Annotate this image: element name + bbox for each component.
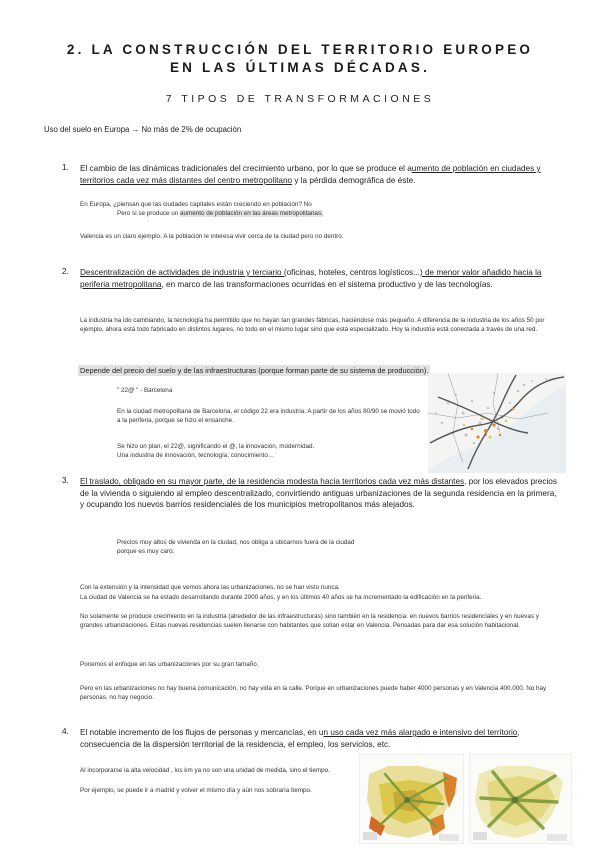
item-2-text-underlined-2: ) de menor valor añadido hacia la periferia metropolitana [80,268,542,289]
item-4-text-b: , consecuencia de la dispersión territorial de la residencia, el empleo, los servicios, etc. [80,728,520,749]
page-title-line-2: EN LAS ÚLTIMAS DÉCADAS. [169,60,431,75]
item-2-text-underlined-1: Descentralización de actividades de industria y terciario ( [80,268,287,277]
item-3-note-2: La ciudad de Valencia se ha estado desarrollando durante 2000 años, y en los últimos 40 años se ha incrementado la edificación en la periferia. [80,594,482,601]
barcelona-metropolitan-map [428,373,566,473]
item-4-text-a: El notable incremento de los flujos de personas y mercancías, en u [80,728,324,737]
item-3-text-b: , por los elevados precios de la vivienda o siguiendo al empleo descentralizado, convirtiendo antiguas urbanizaciones de la segunda residencia en la primera, y ocupando los nuevos barrios residenciales de los municipios metropolitanos más alejados. [80,477,557,509]
item-4-note-2: Por ejemplo, se puede ir a madrid y volver el mismo día y aún nos sobraría tiempo. [80,787,312,794]
item-2-text [80,267,560,290]
item-3-note-1: Con la extensión y la intensidad que vemos ahora las urbanizaciones, no se han visto nunca. [80,584,340,591]
item-1-text-b: y la pérdida demográfica de éste. [292,175,416,185]
item-1-note-2-a: Pero si se produce un [117,210,181,217]
item-3-note-4: Ponemos el enfoque en las urbanizaciones por su gran tamaño. [80,661,259,668]
item-2-highlight-text: Depende del precio del suelo y de las infraestructuras (porque forman parte de su sistema de producción). [80,366,429,375]
item-4-note-1: Al incorporarse la alta velocidad , los km ya no son una unidad de medida, sino el tiempo. [80,767,330,774]
item-number-2: 2. [62,267,69,276]
section-subtitle: 7 TIPOS DE TRANSFORMACIONES [165,93,435,105]
barcelona-note-1: En la ciudad metropolitana de Barcelona, el código 22 era industria. A partir de los años 80/90 se movió todo a la periferia, porque se hizo el ensanche. [117,408,420,425]
barcelona-note-3: Una industria de innovación, tecnología, conocimiento… [117,452,275,459]
spain-accessibility-map-right [469,754,572,844]
item-2-note-1: La industria ha ido cambiando, la tecnología ha permitido que no hayan tan grandes fábricas, haciéndose más pequeño. A diferencia de la industria de los años 50 por ejemplo, ahora está todo fabricado en distintos lugares, no todo en el mismo lugar sino que está especializado. Hoy la industria está conectada a través de una red. [80,317,545,334]
item-1-text [80,163,558,186]
item-4-text-underlined: n uso cada vez más alargado e intensivo del territorio [323,728,518,737]
item-number-4: 4. [62,727,69,736]
item-2-text-a: oficinas, hoteles, centros logísticos... [286,268,420,277]
spain-accessibility-map-left [359,754,464,844]
item-3-text-underlined: El traslado, obligado en su mayor parte, de la residencia modesta hacia territorios cada vez más distantes [80,477,465,486]
item-2-highlight-bar [78,360,430,378]
item-1-text-underlined: umento de población en ciudades y territorios cada vez más distantes del centro metropolitano [80,164,541,185]
item-1-note-2-highlight: aumento de población en las áreas metropolitanas. [180,210,323,217]
item-2-text-b: , en marco de las transformaciones ocurridas en el sistema productivo y de las tecnologías. [161,279,493,289]
item-3-note-3: No solamente se produce crecimiento en la industria (alrededor de las infraestructuras) sino también en la residencia: en nuevos barrios residenciales y en nuevas y grandes urbanizaciones. Estas nuevas residencias suelen llenarse con habitantes que solían estar en Valencia. Pensadas para dar esa solución habitacional. [80,613,539,630]
item-number-3: 3. [62,476,69,485]
item-3-quote-2: porque es muy caro. [117,548,175,555]
barcelona-title: " 22@ " - Barcelona [117,387,173,394]
item-1-note-1: En Europa, ¿piensan que las ciudades capitales están creciendo en población? No [80,201,312,208]
page-title-line-1: 2. LA CONSTRUCCIÓN DEL TERRITORIO EUROPEO [66,42,534,57]
item-1-note-2 [117,209,557,218]
item-number-1: 1. [62,163,69,172]
item-3-text [80,476,562,511]
item-3-note-5: Pero en las urbanizaciones no hay buena comunicación, no hay vida en la calle. Porque en urbanizaciones puede haber 4000 personas y en Valencia 400.000. No hay personas, no hay negocio. [80,685,547,702]
intro-line: Uso del suelo en Europa → No más de 2% de ocupación [44,125,242,134]
item-4-text [80,727,562,750]
item-3-quote-1: Precios muy altos de vivienda en la ciudad, nos obliga a ubicarnos fuera de la ciudad [117,539,355,546]
item-1-text-a: El cambio de las dinámicas tradicionales del crecimiento urbano, por lo que se produce el a [80,164,412,173]
item-1-note-3: Valencia es un claro ejemplo. A la población le interesa vivir cerca de la ciudad pero no dentro. [80,233,344,240]
barcelona-note-2: Se hizo un plan, el 22@, significando el @, la innovación, modernidad. [117,443,315,450]
